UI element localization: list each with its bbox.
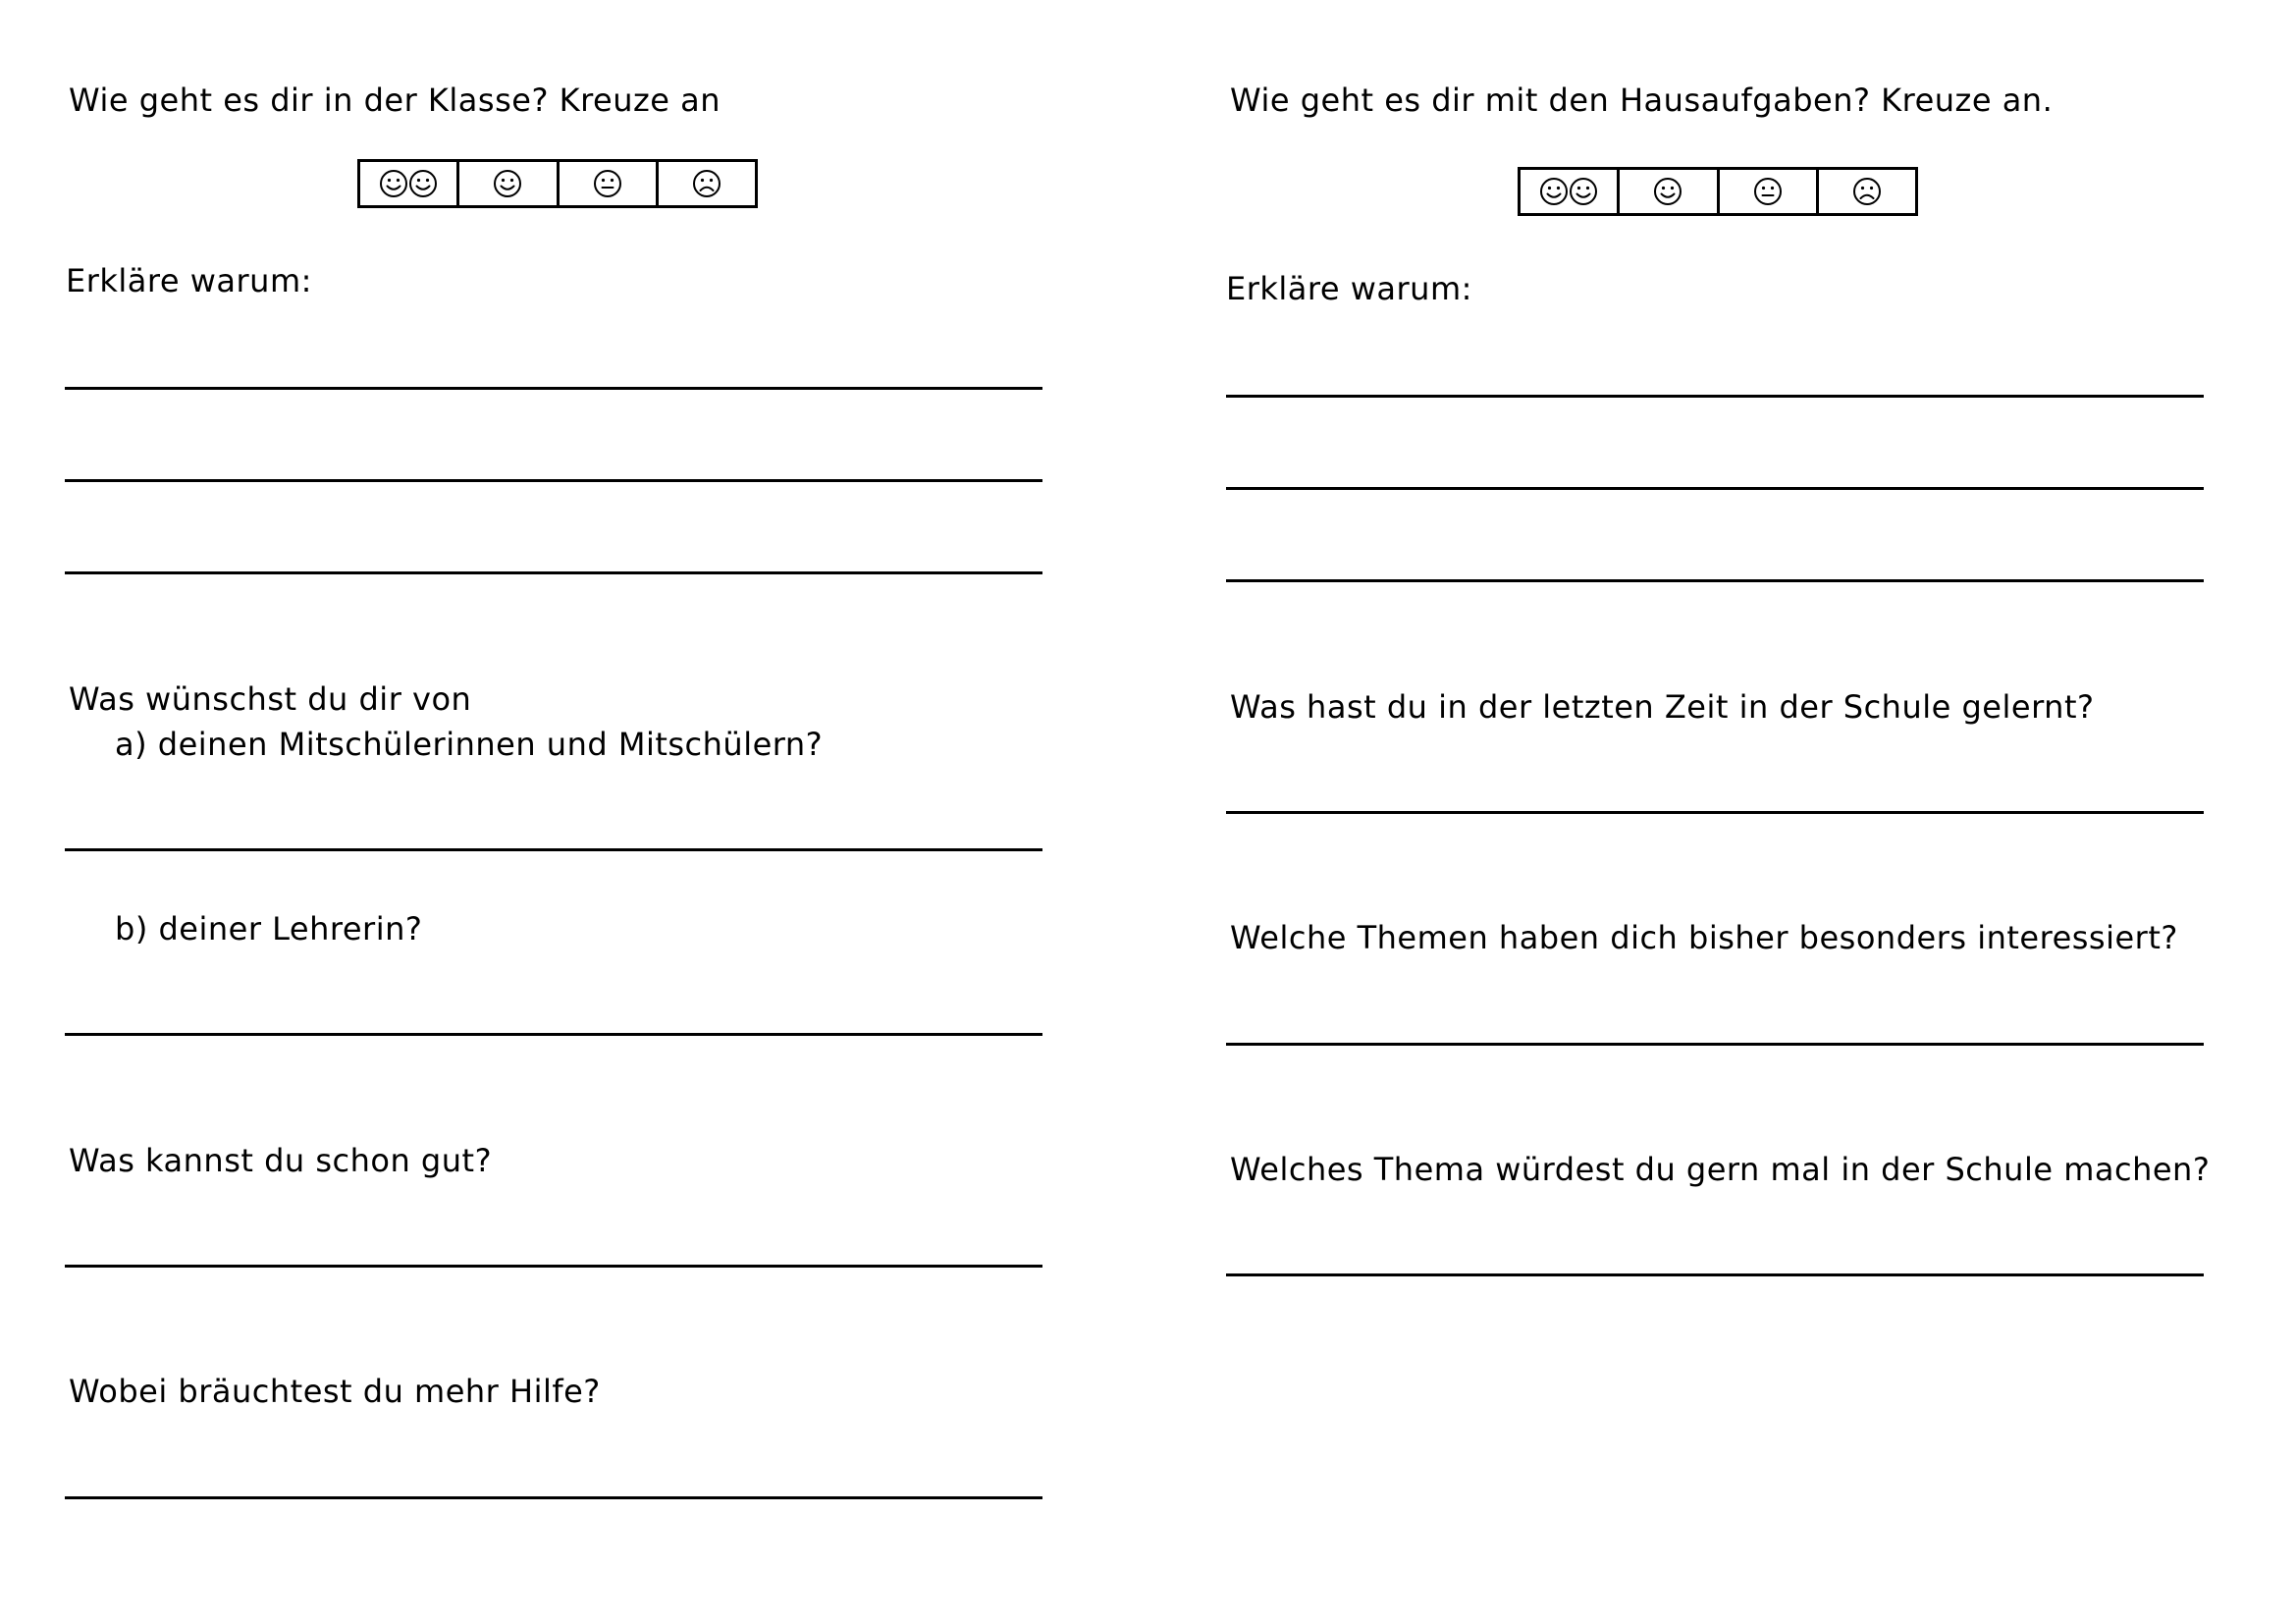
left-question-strengths: Was kannst du schon gut?: [69, 1142, 493, 1179]
right-answer-line-1[interactable]: [1226, 395, 2204, 398]
left-question-wishes-b: b) deiner Lehrerin?: [115, 910, 423, 947]
left-question-wishes-a: a) deinen Mitschülerinnen und Mitschülern?: [115, 726, 824, 763]
left-question-class-feeling: Wie geht es dir in der Klasse? Kreuze an: [69, 81, 721, 119]
very-happy-icon: [1539, 177, 1569, 206]
rating-option-sad[interactable]: [1819, 170, 1915, 213]
very-happy-icon: [1569, 177, 1598, 206]
right-question-learned: Was hast du in der letzten Zeit in der Schule gelernt?: [1230, 688, 2095, 726]
happy-icon: [1653, 177, 1682, 206]
left-rating-scale: [357, 159, 758, 208]
rating-option-happy[interactable]: [459, 162, 559, 205]
left-question-wishes: Was wünschst du dir von: [69, 680, 472, 718]
rating-option-happy[interactable]: [1620, 170, 1719, 213]
sad-icon: [692, 169, 721, 198]
right-answer-line-3[interactable]: [1226, 579, 2204, 582]
rating-option-very-happy[interactable]: [360, 162, 459, 205]
right-answer-line-topic-wish[interactable]: [1226, 1273, 2204, 1276]
happy-icon: [493, 169, 522, 198]
right-question-topic-wish: Welches Thema würdest du gern mal in der Schule machen?: [1230, 1151, 2211, 1188]
neutral-icon: [1753, 177, 1783, 206]
neutral-icon: [593, 169, 622, 198]
rating-option-neutral[interactable]: [560, 162, 659, 205]
very-happy-icon: [379, 169, 408, 198]
sad-icon: [1852, 177, 1882, 206]
right-answer-line-2[interactable]: [1226, 487, 2204, 490]
left-question-help: Wobei bräuchtest du mehr Hilfe?: [69, 1373, 601, 1410]
right-explain-label: Erkläre warum:: [1226, 270, 1472, 307]
very-happy-icon: [408, 169, 438, 198]
rating-option-sad[interactable]: [659, 162, 755, 205]
right-question-interests: Welche Themen haben dich bisher besonders interessiert?: [1230, 919, 2178, 956]
left-answer-line-strengths[interactable]: [65, 1265, 1042, 1268]
left-answer-line-help[interactable]: [65, 1496, 1042, 1499]
left-answer-line-1[interactable]: [65, 387, 1042, 390]
left-answer-line-wishes-a[interactable]: [65, 848, 1042, 851]
right-rating-scale: [1518, 167, 1918, 216]
left-answer-line-wishes-b[interactable]: [65, 1033, 1042, 1036]
left-explain-label: Erkläre warum:: [66, 262, 312, 299]
right-answer-line-learned[interactable]: [1226, 811, 2204, 814]
right-question-homework-feeling: Wie geht es dir mit den Hausaufgaben? Kreuze an.: [1230, 81, 2054, 119]
left-answer-line-3[interactable]: [65, 571, 1042, 574]
rating-option-neutral[interactable]: [1720, 170, 1819, 213]
right-answer-line-interests[interactable]: [1226, 1043, 2204, 1046]
rating-option-very-happy[interactable]: [1521, 170, 1620, 213]
left-answer-line-2[interactable]: [65, 479, 1042, 482]
